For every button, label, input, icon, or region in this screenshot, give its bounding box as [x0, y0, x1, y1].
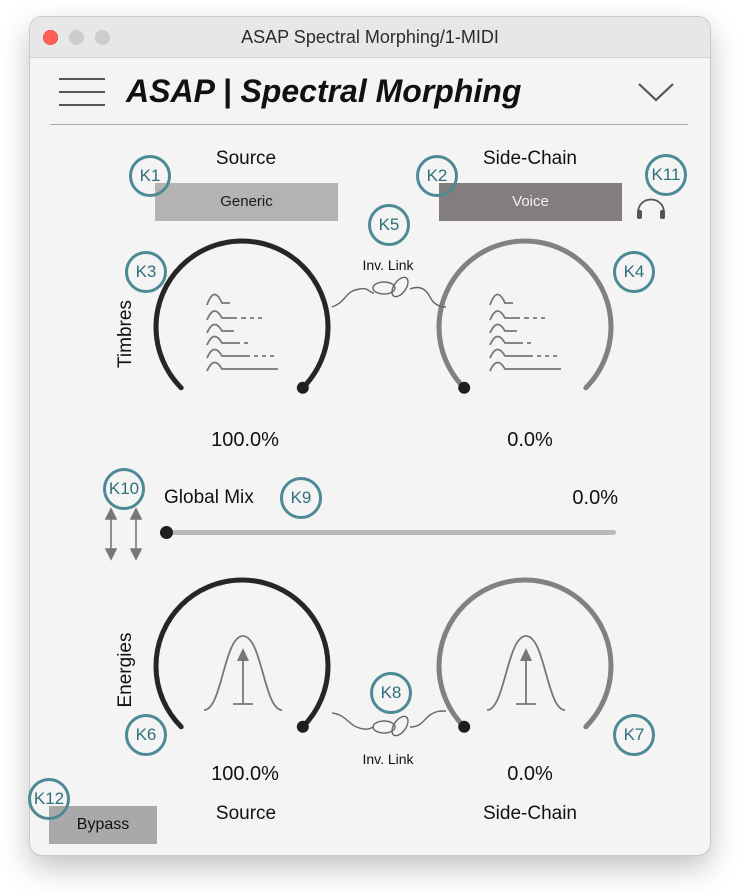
title-bar	[30, 17, 710, 58]
badge-k10: K10	[103, 468, 145, 510]
global-mix-label: Global Mix	[164, 487, 254, 508]
timbre-spectrum-icon	[490, 294, 561, 371]
badge-k12: K12	[28, 778, 70, 820]
sidechain-energy-value: 0.0%	[507, 763, 553, 785]
source-bottom-label: Source	[215, 803, 277, 824]
source-energy-value: 100.0%	[211, 763, 279, 785]
global-mix-slider-track[interactable]	[164, 530, 616, 535]
badge-k3: K3	[125, 251, 167, 293]
sidechain-timbre-knob[interactable]	[425, 225, 625, 415]
badge-k4: K4	[613, 251, 655, 293]
swap-arrows-icon[interactable]	[100, 507, 146, 561]
energies-label: Energies	[115, 632, 136, 708]
badge-k8: K8	[370, 672, 412, 714]
energy-inv-link-label: Inv. Link	[362, 751, 414, 767]
timbre-spectrum-icon	[207, 294, 278, 371]
timbre-inv-link-label: Inv. Link	[362, 257, 414, 273]
global-mix-value: 0.0%	[572, 487, 618, 509]
badge-k9: K9	[280, 477, 322, 519]
hamburger-menu-icon[interactable]	[59, 76, 105, 108]
source-timbre-value: 100.0%	[211, 429, 279, 451]
knob-indicator-dot[interactable]	[458, 721, 470, 733]
timbres-label: Timbres	[115, 300, 136, 368]
energy-gauss-icon	[204, 636, 282, 710]
sidechain-label: Side-Chain	[483, 148, 577, 169]
knob-indicator-dot[interactable]	[297, 721, 309, 733]
chevron-down-icon[interactable]	[636, 79, 676, 105]
window-title: ASAP Spectral Morphing/1-MIDI	[241, 27, 499, 47]
knob-arc	[439, 241, 611, 388]
sidechain-type-selector[interactable]: Voice	[439, 183, 622, 221]
source-label: Source	[215, 148, 277, 169]
plugin-title: ASAP | Spectral Morphing	[126, 73, 522, 109]
knob-arc	[156, 241, 328, 388]
header-divider	[50, 124, 688, 125]
badge-k5: K5	[368, 204, 410, 246]
knob-indicator-dot[interactable]	[297, 382, 309, 394]
badge-k1: K1	[129, 155, 171, 197]
badge-k7: K7	[613, 714, 655, 756]
sidechain-timbre-value: 0.0%	[507, 429, 553, 451]
badge-k11: K11	[645, 154, 687, 196]
global-mix-slider-thumb[interactable]	[160, 526, 173, 539]
knob-indicator-dot[interactable]	[458, 382, 470, 394]
badge-k2: K2	[416, 155, 458, 197]
sidechain-bottom-label: Side-Chain	[483, 803, 577, 824]
source-type-selector[interactable]: Generic	[155, 183, 338, 221]
source-timbre-knob[interactable]	[142, 225, 342, 415]
energy-gauss-icon	[487, 636, 565, 710]
timbre-inv-link-toggle[interactable]	[330, 271, 448, 311]
bypass-button[interactable]: Bypass	[49, 806, 157, 844]
source-energy-knob[interactable]	[142, 564, 342, 754]
sidechain-energy-knob[interactable]	[425, 564, 625, 754]
badge-k6: K6	[125, 714, 167, 756]
